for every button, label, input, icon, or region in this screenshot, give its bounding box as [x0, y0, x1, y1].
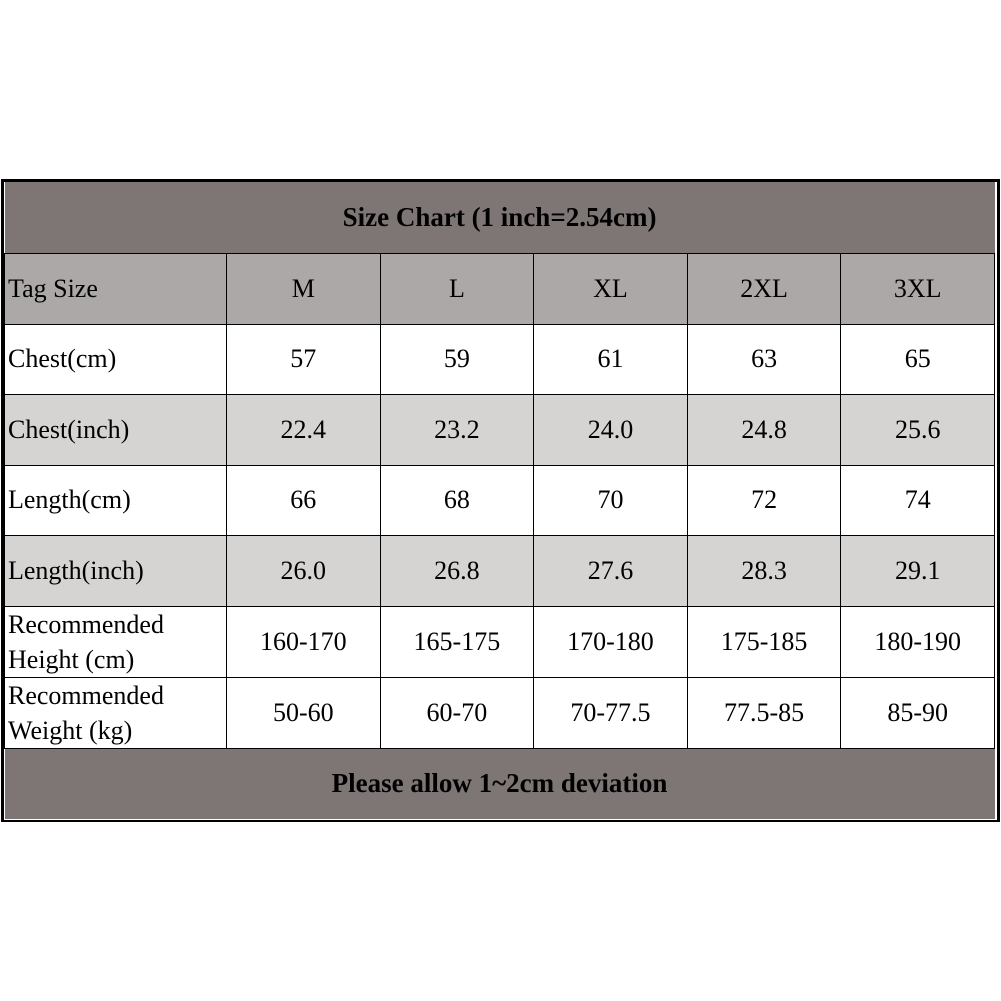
row-label-line: Recommended: [8, 680, 164, 710]
table-cell: 60-70: [380, 677, 534, 748]
table-row: [5, 394, 995, 465]
table-cell: 24.8: [687, 394, 841, 465]
table-cell: 77.5-85: [687, 677, 841, 748]
row-label-line: Recommended: [8, 609, 164, 639]
table-cell: 70: [534, 465, 688, 535]
table-cell: 22.4: [227, 394, 381, 465]
size-header: XL: [534, 253, 688, 324]
table-cell: 72: [687, 465, 841, 535]
table-row: [5, 465, 995, 535]
table-cell: 61: [534, 324, 688, 394]
table-cell: 65: [841, 324, 995, 394]
table-cell: 59: [380, 324, 534, 394]
chart-title: Size Chart (1 inch=2.54cm): [5, 182, 995, 253]
table-row: [5, 324, 995, 394]
table-cell: 24.0: [534, 394, 688, 465]
table-cell: 180-190: [841, 606, 995, 677]
table-cell: 27.6: [534, 535, 688, 606]
size-header: 3XL: [841, 253, 995, 324]
row-label: [5, 606, 227, 677]
table-row: [5, 535, 995, 606]
size-header: 2XL: [687, 253, 841, 324]
size-chart-table: [4, 182, 995, 819]
table-cell: 85-90: [841, 677, 995, 748]
table-cell: 50-60: [227, 677, 381, 748]
title-row: [5, 182, 995, 253]
footer-row: [5, 748, 995, 819]
header-row: [5, 253, 995, 324]
table-cell: 63: [687, 324, 841, 394]
size-header: M: [227, 253, 381, 324]
row-label: Length(cm): [5, 465, 227, 535]
table-cell: 26.8: [380, 535, 534, 606]
table-cell: 66: [227, 465, 381, 535]
row-label-line: Height (cm): [8, 644, 135, 674]
table-cell: 165-175: [380, 606, 534, 677]
table-row: [5, 677, 995, 748]
size-chart: [1, 179, 1000, 822]
deviation-note: Please allow 1~2cm deviation: [5, 748, 995, 819]
table-cell: 68: [380, 465, 534, 535]
size-header: L: [380, 253, 534, 324]
row-label: Chest(inch): [5, 394, 227, 465]
table-row: [5, 606, 995, 677]
row-label: [5, 677, 227, 748]
row-label: Chest(cm): [5, 324, 227, 394]
table-cell: 170-180: [534, 606, 688, 677]
table-cell: 26.0: [227, 535, 381, 606]
table-cell: 160-170: [227, 606, 381, 677]
table-cell: 29.1: [841, 535, 995, 606]
table-cell: 25.6: [841, 394, 995, 465]
header-label: Tag Size: [5, 253, 227, 324]
table-cell: 175-185: [687, 606, 841, 677]
table-cell: 57: [227, 324, 381, 394]
table-cell: 74: [841, 465, 995, 535]
table-cell: 23.2: [380, 394, 534, 465]
row-label: Length(inch): [5, 535, 227, 606]
row-label-line: Weight (kg): [8, 715, 133, 745]
table-cell: 70-77.5: [534, 677, 688, 748]
table-cell: 28.3: [687, 535, 841, 606]
